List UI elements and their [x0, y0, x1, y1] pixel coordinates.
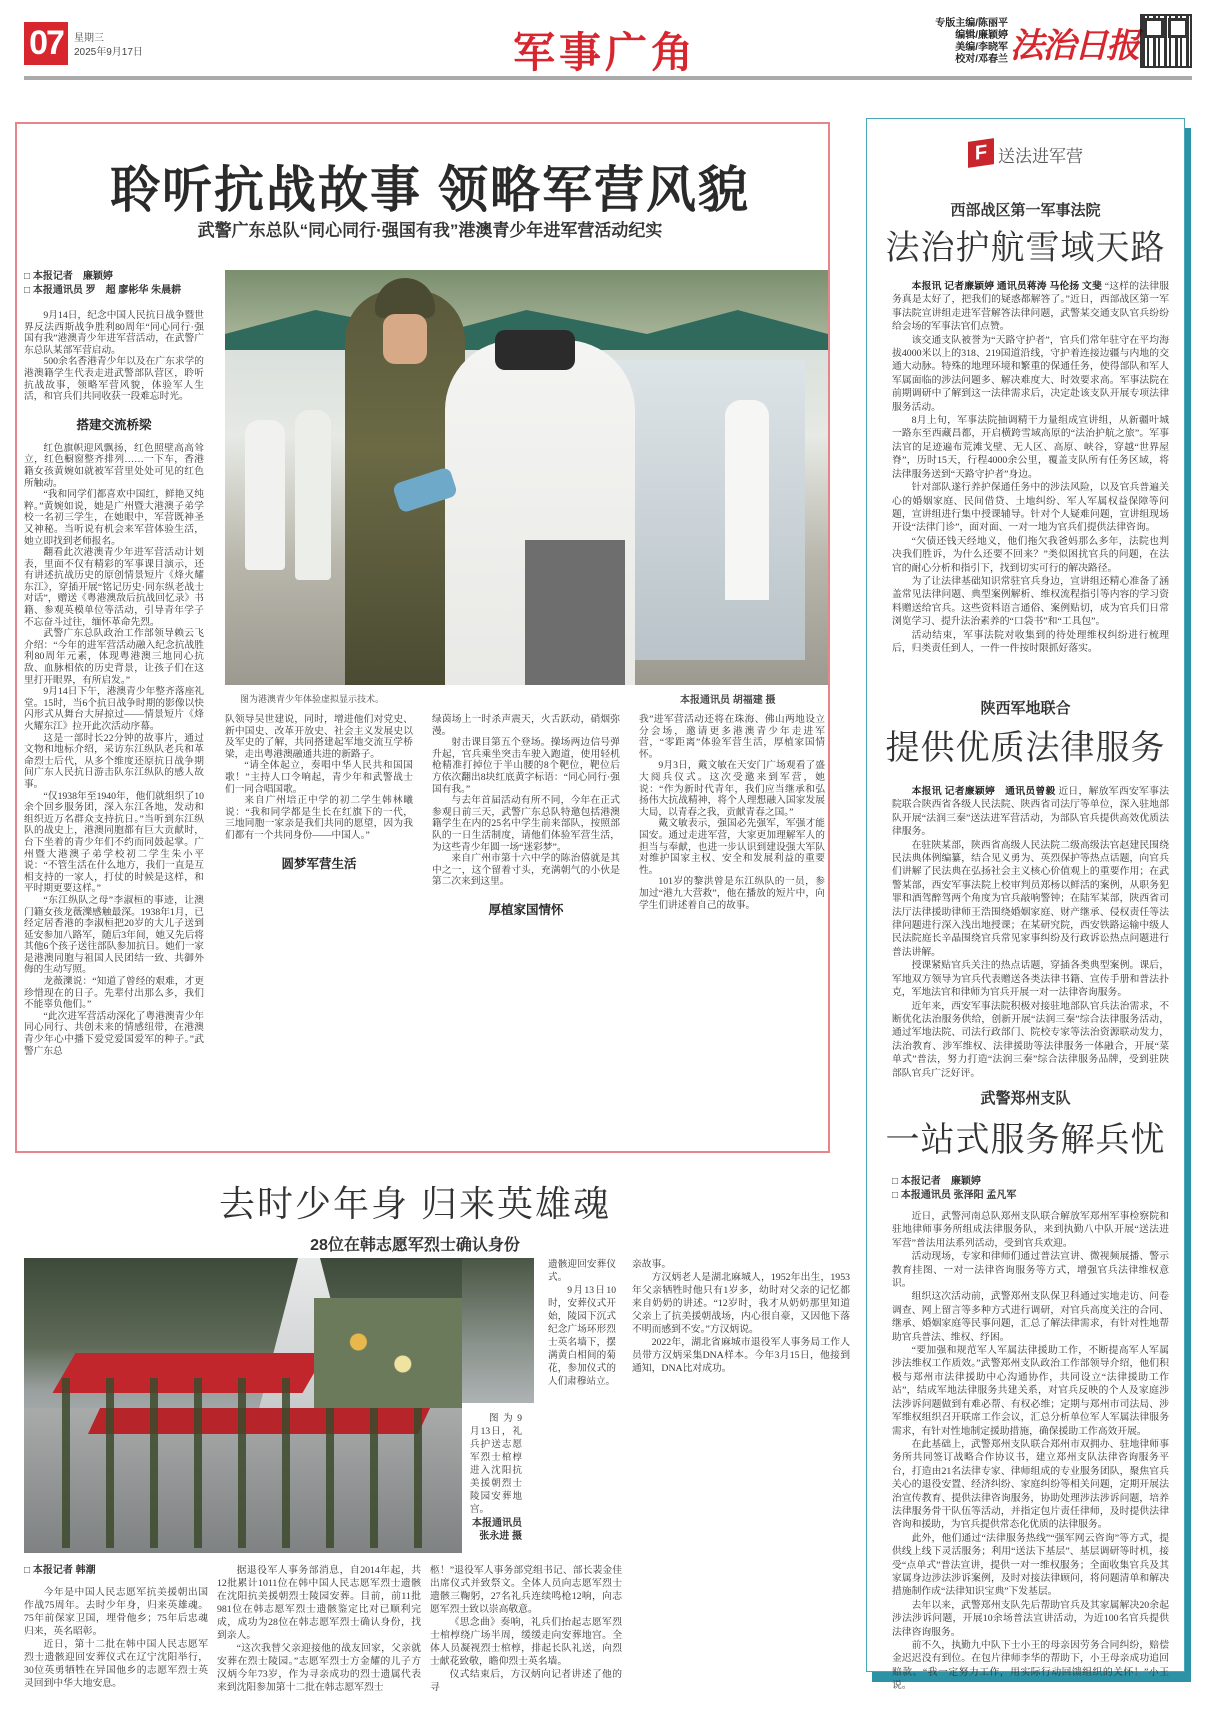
paragraph: 近日，武警河南总队郑州支队联合解放军郑州军事检察院和驻地律师事务所组成法律服务队，来到执勤八中队开展“送法进军营”普法用法系列活动，受到官兵欢迎。: [892, 1211, 1169, 1249]
section-kicker: 陕西军地联合: [980, 700, 1071, 717]
paragraph: 为了让法律基础知识常驻官兵身边，宣讲组还精心准备了涵盖常见法律问题、典型案例解析、维权流程指引等内容的学习资料赠送给官兵。这些资料语言通俗、案例贴切，成为官兵们日常浏览学习、提升法治素养的“口袋书”和“工具包”。: [892, 575, 1169, 628]
paragraph: 该交通支队被誉为“天路守护者”，官兵们常年驻守在平均海拔4000米以上的318、219国道沿线，守护着连接边疆与内地的交通大动脉。特殊的地理环境和繁重的保通任务，使得部队和军人军属面临的涉法问题多、解决难度大、时效要求高。军事法院在前期调研中了解到这一法律需求后，决定赴该支队开展专项法律服务活动。: [892, 334, 1169, 413]
paragraph: 9月14日下午，港澳青少年整齐落座礼堂。15时，当6个抗日战争时期的影像以快闪形式从舞台大屏掠过——情景短片《烽火耀东江》拉开此次活动序幕。: [24, 686, 204, 732]
paragraph: “仅1938年至1940年，他们就组织了10余个回乡服务团，深入东江各地，发动和组织近万名群众支持抗日。”当听到东江纵队的战史上，港澳同胞都有巨大贡献时，台下坐着的青少年们不约而同鼓起掌。广州暨大港澳子弟学校初二学生朱小平说：“不管生活在什么地方，我们一直是互相支持的一家人，打仗的时候是这样，和平时期更要这样。”: [24, 790, 204, 895]
qr-code-icon[interactable]: [1140, 14, 1192, 68]
paragraph: 8月上旬，军事法院抽调精干力量组成宣讲组，从新疆叶城一路东至西藏昌都，开启横跨雪域高原的“法治护航之旅”。军事法官的足迹遍布荒滩戈壁、无人区、高原、峡谷，穿越“世界屋脊”，历时15天，行程4000余公里，覆盖支队所有任务区域，将法律服务送到“天路守护者”身边。: [892, 415, 1169, 480]
byline-correspondents: □ 本报通讯员 罗 超 廖彬华 朱晨耕: [24, 284, 204, 298]
issue-date: [74, 32, 143, 60]
paragraph-continued: 绿茵场上一时杀声震天，火舌跃动，硝烟弥漫。: [432, 714, 620, 737]
paragraph: “我和同学们都喜欢中国红，鲜艳又纯粹。”黄婉如说，她是广州暨大港澳子弟学校一名初三学生，在她眼中，军营既神圣又神秘。当听说有机会来军营体验生活，她立即找到老师报名。: [24, 489, 204, 547]
page-number: 07: [24, 22, 68, 65]
paragraph: 近年来，西安军事法院积极对接驻地部队官兵法治需求，不断优化法治服务供给，创新开展“法润三秦”综合法律服务活动，通过军地法院、司法行政部门、院校专家等法治资源联动发力，法治教育、涉军维权、法律援助等法律服务一体融合，开展“菜单式”普法，努力打造“法润三秦”综合法律服务品牌，受到驻陕部队官兵广泛好评。: [892, 1000, 1169, 1079]
memorial-photo-caption-block: [470, 1413, 522, 1543]
paragraph: 500余名香港青少年以及在广东求学的港澳籍学生代表走进武警部队营区，聆听抗战故事，领略军营风貌，体验军人生活，和官兵们共同收获一段难忘时光。: [24, 356, 204, 403]
byline-reporter: □ 本报记者 韩潮: [24, 1564, 96, 1578]
main-column-3: [639, 714, 825, 1150]
main-column-2: [432, 714, 620, 1150]
section-headline: 一站式服务解兵忧: [885, 1121, 1166, 1159]
lead-text: “这样的法律服务真是太好了，把我们的疑惑都解答了。”近日，西部战区第一军事法院宣讲组走进军营解答法律问题，武警某交通支队官兵纷纷给会场的军事法官们点赞。: [892, 281, 1170, 333]
paragraph: 武警广东总队政治工作部领导赖云飞介绍：“今年的进军营活动融入纪念抗战胜利80周年元素，体现粤港澳三地同心抗敌、血脉相依的历史背景，让孩子们在这里打开眼界，有所启发。”: [24, 628, 204, 686]
section-kicker: 西部战区第一军事法院: [950, 202, 1101, 219]
paragraph: “请全体起立，奏唱中华人民共和国国歌！”主持人口令响起，青少年和武警战士们一同合唱国歌。: [225, 760, 413, 795]
column-tag: 送法进军营: [998, 147, 1083, 166]
paragraph: “要加强和规范军人军属法律援助工作，不断提高军人军属涉法维权工作质效。”武警郑州支队政治工作部领导介绍，他们积极与郑州市法律援助中心沟通协作，共同设立“法律援助工作站”，结成军地法律服务共建关系，对官兵反映的个人及家庭涉法涉诉问题做到有难必帮、有权必维；定期与郑州市司法局、涉军维权组织召开联席工作会议，汇总分析单位军人军属法律服务需求，有针对性地制定援助措施，确保援助工作高效开展。: [892, 1345, 1169, 1437]
paragraph: 与去年首届活动有所不同，今年在正式参观日前三天，武警广东总队特邀包括港澳籍学生在内的25名中学生前来部队，按照部队的一日生活制度，请他们体验军营生活，为这些青少年圆一场“迷彩梦”。: [432, 795, 620, 853]
photo-credit: 本报通讯员 胡福建 摄: [680, 695, 776, 706]
paragraph: 在此基础上，武警郑州支队联合郑州市双拥办、驻地律师事务所共同签订战略合作协议书，建立郑州支队法律咨询服务平台，打造由21名法律专家、律师组成的专业服务团队，聚焦官兵关心的退役安置、经济纠纷、家庭纠纷等相关问题，定期开展法治宣传教育、提供法律咨询服务，协助处理涉法涉诉问题，培养法律服务骨干队伍等活动，并指定包片责任律师，及时提供法律咨询和援助，为官兵提供常态化优质的法律服务。: [892, 1438, 1169, 1531]
lead-credits: 记者廉颖婷 通讯员曾毅: [944, 786, 1056, 797]
paragraph: 龙薇濼说：“知道了曾经的艰难，才更珍惜现在的日子。先辈付出那么多，我们不能辜负他们。”: [24, 976, 204, 1011]
paragraph-continued: 队领导吴世建说，同时，增进他们对党史、新中国史、改革开放史、社会主义发展史以及军史的了解，共同搭建起军地交流互学桥梁，走出粤港澳融通共进的新路子。: [225, 714, 413, 760]
subheading: 圆梦军营生活: [281, 856, 357, 871]
subheading: 搭建交流桥梁: [76, 417, 152, 432]
header-divider: [24, 76, 1192, 80]
paragraph: 此外，他们通过“法律服务热线”“强军网云咨询”等方式，提供线上线下灵活服务；利用“送法下基层”、基层调研等时机，接受“点单式”普法宣讲，提供一对一维权服务；全面收集官兵及其家属身边涉法涉诉案例，及时对接法律顾问，将问题清单和解决措施制作成“法律知识宝典”下发基层。: [892, 1532, 1169, 1598]
bottom-column-2: [217, 1564, 421, 1704]
memorial-photo-extension: [462, 1258, 534, 1403]
paragraph: 来自广州市第十六中学的陈治僖就是其中之一，这个留着寸头，充满朝气的小伙是第二次来到这里。: [432, 853, 620, 888]
paragraph-continued: 遗骸迎回安葬仪式。: [548, 1259, 616, 1283]
paragraph: 9月3日，戴文敏在天安门广场观看了盛大阅兵仪式。这次受邀来到军营，她说：“作为新时代青年，我们应当继承和弘扬伟大抗战精神，将个人理想融入国家发展大局，以青春之我，贡献青春之国。”: [639, 760, 825, 818]
section-kicker: 武警郑州支队: [980, 1090, 1071, 1107]
paragraph: 101岁的黎洪曾是东江纵队的一员，参加过“港九大营救”，他在播放的短片中，向学生们讲述着自己的故事。: [639, 876, 825, 911]
section-headline: 提供优质法律服务: [885, 729, 1166, 767]
paragraph: 前不久，执勤九中队下士小王的母亲因劳务合同纠纷，赔偿金迟迟没有到位。在包片律师李华的帮助下，小王母亲成功追回赔款。“我一定努力工作，用实际行动回馈组织的关怀！”小王说。: [892, 1640, 1169, 1692]
lead-credits: 记者廉颖婷 通讯员蒋涛 马伦扬 文斐: [944, 281, 1103, 292]
paragraph: 针对部队遂行养护保通任务中的涉法风险，以及官兵普遍关心的婚姻家庭、民间借贷、土地纠纷、军人军属权益保障等问题，宣讲组进行集中授课辅导。针对个人疑难问题，宣讲组现场开设“法律门诊”，面对面、一对一地为官兵们提供法律咨询。: [892, 482, 1169, 534]
editor-credits: [918, 18, 1008, 66]
lead-paragraph: [892, 785, 1169, 839]
bottom-narrow-column: [548, 1258, 616, 1554]
section-byline: [892, 1175, 1016, 1203]
photo-caption: 图为港澳青少年体验虚拟显示技术。: [240, 694, 385, 704]
newspaper-logo: 法治日报: [1010, 28, 1138, 65]
paragraph: “这次我替父亲迎接他的战友回家，父亲就安葬在烈士陵园。”志愿军烈士方金耀的儿子方汉炳今年73岁，作为寻亲成功的烈士遗属代表来到沈阳参加第十二批在韩志愿军烈士: [217, 1643, 421, 1693]
credit-line: 校对/邓春兰: [955, 54, 1008, 65]
lead-paragraph: [892, 280, 1169, 334]
paragraph: “东江纵队之母”李淑桓的事迹，让澳门籍女孩龙薇濼感触最深。1938年1月，已经定居香港的李淑桓把20岁的大儿子送到延安参加八路军，随后3年间，她又先后将其他6个孩子送往部队参加抗日。她们一家是港澳同胞与祖国人民团结一致、共御外侮的生动写照。: [24, 894, 204, 976]
credit-line: 编辑/廉颖婷: [955, 30, 1008, 41]
main-subheadline: 武警广东总队“同心同行·强国有我”港澳青少年进军营活动纪实: [197, 221, 663, 240]
paragraph: 翻看此次港澳青少年进军营活动计划表，里面不仅有精彩的军事课目演示，还有讲述抗战历史的原创情景短片《烽火耀东江》，穿插开展“铭记历史·同东纵老战士对话”，赠送《粤港澳敌后抗战回忆录》书籍、参观英模单位等活动，引导青年学子不忘奋斗过往，缅怀革命先烈。: [24, 547, 204, 628]
paragraph: 戴文敏表示，强国必先强军，军强才能国安。通过走进军营，大家更加理解军人的担当与奉献，也进一步认识到建设强大军队对维护国家主权、安全和发展利益的重要性。: [639, 818, 825, 876]
section-body: [892, 1210, 1169, 1692]
paragraph: 去年以来，武警郑州支队先后帮助官兵及其家属解决20余起涉法涉诉问题，开展10余场普法宣讲活动，为近100名官兵提供法律咨询服务。: [892, 1599, 1169, 1638]
paragraph: 2022年，湖北省麻城市退役军人事务局工作人员带方汉炳采集DNA样本。今年3月15日，他接到通知，DNA比对成功。: [632, 1337, 850, 1374]
memorial-ceremony-photo: [24, 1258, 462, 1553]
lead-text: 近日，解放军西安军事法院联合陕西省各级人民法院、陕西省司法厅等单位，深入驻地部队开展“法润三秦”送法进军营活动，为部队官兵提供高效优质法律服务。: [892, 786, 1170, 838]
paragraph: 9月14日，纪念中国人民抗日战争暨世界反法西斯战争胜利80周年“同心同行·强国有我”港澳青少年进军营活动，在武警广东总队某部军营启动。: [24, 310, 204, 356]
paragraph: 《思念曲》奏响，礼兵们抬起志愿军烈士棺椁绕广场半周，缓缓走向安葬地宫。全体人员凝视烈士棺椁，排起长队礼送，向烈士献花致敬，瞻仰烈士英名墙。: [430, 1617, 622, 1667]
paragraph-continued: 柩！”退役军人事务部党组书记、部长裴金佳出席仪式并致祭文。全体人员向志愿军烈士遗骸三鞠躬，27名礼兵连续鸣枪12响，向志愿军烈士致以崇高敬意。: [430, 1565, 622, 1615]
section-body: [892, 280, 1169, 700]
paragraph: 射击课目第五个登场。操场两边信号弹升起，官兵乘坐突击车驶入跑道，使用轻机枪精准打掉位于半山腰的8个靶位，靶位后方依次翻出8块红底黄字标语：“同心同行·强国有我。”: [432, 737, 620, 795]
byline-reporter: □ 本报记者 廉颖婷: [892, 1175, 1016, 1189]
paragraph: 近日，第十二批在韩中国人民志愿军烈士遗骸迎回安葬仪式在辽宁沈阳举行，30位英勇牺牲在异国他乡的志愿军烈士英灵回到中华大地安息。: [24, 1639, 208, 1689]
byline-correspondents: □ 本报通讯员 张泽阳 孟凡军: [892, 1189, 1016, 1203]
bottom-headline: 去时少年身 归来英雄魂: [218, 1183, 611, 1224]
bottom-column-3: [430, 1564, 622, 1704]
bottom-right-column: [632, 1258, 850, 1703]
dateline: 本报讯: [911, 786, 942, 797]
byline-reporter: □ 本报记者 廉颖婷: [24, 270, 204, 284]
bottom-byline: [24, 1564, 96, 1578]
paragraph: 在驻陕某部，陕西省高级人民法院二级高级法官赵建民围绕民法典体例编纂，结合见义勇为、英烈保护等热点话题，向官兵们讲解了民法典在弘扬社会主义核心价值观上的重要作用；在武警某部，西安军事法院上校审判员郑杨以鲜活的案例，从职务犯罪和酒驾醉驾两个角度为官兵敲响警钟；在陆军某部，陕西省司法厅法律援助律师王浩围绕婚姻家庭、财产继承、侵权责任等法律问题进行深入浅出地授课；在某研究院，西安铁路运输中级人民法院庭长辛晶围绕官兵常见家事纠纷及行政诉讼热点问题进行普法讲解。: [892, 839, 1169, 958]
paragraph: 组织这次活动前，武警郑州支队保卫科通过实地走访、问卷调查、网上留言等多种方式进行调研，对官兵高度关注的合同、继承、婚姻家庭等民事问题，汇总了解法律需求，有针对性地帮助官兵普法、维权、纾困。: [892, 1291, 1169, 1343]
credit-line: 专版主编/陈丽平: [935, 18, 1008, 29]
section-title: 军事广角: [512, 29, 697, 76]
paragraph: “此次进军营活动深化了粤港澳青少年同心同行、共创未来的情感纽带，在港澳青少年心中播下爱党爱国爱军的种子。”武警广东总: [24, 1010, 204, 1057]
weekday: 星期三: [74, 33, 104, 44]
paragraph-continued: 亲故事。: [632, 1259, 672, 1270]
section-headline: 法治护航雪域天路: [885, 229, 1166, 267]
date: 2025年9月17日: [74, 47, 143, 58]
paragraph-continued: 我”进军营活动还将在珠海、佛山两地设立分会场，邀请更多港澳青少年走进军营，“零距离”体验军营生活，厚植家国情怀。: [639, 714, 825, 760]
main-headline: 聆听抗战故事 领略军营风貌: [110, 162, 750, 218]
paragraph: 红色旗帜迎风飘扬，红色照壁高高耸立，红色橱窗整齐排列……一下车，香港籍女孩黄婉如就被军营里处处可见的红色所触动。: [24, 442, 204, 489]
main-photo-vr-experience: [225, 270, 828, 685]
byline: [24, 270, 204, 298]
column-tag-icon: F: [968, 138, 994, 168]
main-left-column: [24, 270, 204, 1150]
paragraph: 来自广州培正中学的初二学生韩林曦说：“我和同学都是生长在红旗下的一代，三地同胞一家亲是我们共同的愿望，因为我们都有一个共同身份——中国人。”: [225, 795, 413, 841]
bottom-column-1: [24, 1586, 208, 1704]
photo-credit: 本报通讯员 张永进 摄: [472, 1518, 522, 1542]
credit-line: 美编/李晓军: [955, 42, 1008, 53]
paragraph: 据退役军人事务部消息，自2014年起，共12批累计1011位在韩中国人民志愿军烈士遗骸在沈阳抗美援朝烈士陵园安葬。目前，前11批981位在韩志愿军烈士遗骸鉴定比对已顺利完成，成功为28位在韩志愿军烈士确认身份，找到亲人。: [217, 1565, 421, 1641]
paragraph: 仪式结束后，方汉炳向记者讲述了他的寻: [430, 1669, 622, 1693]
paragraph: 9月13日10时，安葬仪式开始，陵园下沉式纪念广场环形烈士英名墙下，摆满黄白相间的菊花，参加仪式的人们肃穆站立。: [548, 1285, 616, 1387]
paragraph: 活动结束，军事法院对收集到的待处理维权纠纷进行梳理后，归类责任到人，一件一件按时限抓好落实。: [892, 629, 1169, 654]
bottom-subheadline: 28位在韩志愿军烈士确认身份: [310, 1237, 520, 1254]
paragraph: 授课紧贴官兵关注的热点话题，穿插各类典型案例。课后，军地双方领导为官兵代表赠送各类法律书籍、宣传手册和普法扑克，军地法官和律师为官兵开展一对一法律咨询服务。: [892, 960, 1169, 999]
subheading: 厚植家国情怀: [488, 902, 564, 917]
paragraph: 方汉炳老人是湖北麻城人，1952年出生，1953年父亲牺牲时他只有1岁多，幼时对父亲的记忆都来自奶奶的讲述。“12岁时，我才从奶奶那里知道父亲上了抗美援朝战场，内心很自豪，又因他下落不明而感到不安。”方汉炳说。: [632, 1272, 850, 1335]
main-column-1: [225, 714, 413, 1150]
paragraph: 今年是中国人民志愿军抗美援朝出国作战75周年。去时少年身，归来英雄魂。75年前保家卫国，埋骨他乡；75年后忠魂归来，英名昭彰。: [24, 1587, 208, 1637]
dateline: 本报讯: [911, 281, 942, 292]
paragraph: 活动现场，专家和律师们通过普法宣讲、微视频展播、警示教育挂图、一对一法律咨询服务等方式，增强官兵法律维权意识。: [892, 1251, 1169, 1290]
paragraph: “欠债还钱天经地义，他们拖欠我爸妈那么多年，法院也判决我们胜诉，为什么还要不回来？”类似困扰官兵的问题，在法官的耐心分析和指引下，找到切实可行的解决路径。: [892, 535, 1169, 574]
section-body: [892, 785, 1170, 1079]
photo-caption: 图为9月13日，礼兵护送志愿军烈士棺椁进入沈阳抗美援朝烈士陵园安葬地宫。: [470, 1414, 522, 1515]
paragraph: 这是一部时长22分钟的故事片，通过文物和地标介绍，采访东江纵队老兵和革命烈士后代，从多个维度还原抗日战争期间广东人民抗日游击队东江纵队的感人故事。: [24, 732, 204, 790]
